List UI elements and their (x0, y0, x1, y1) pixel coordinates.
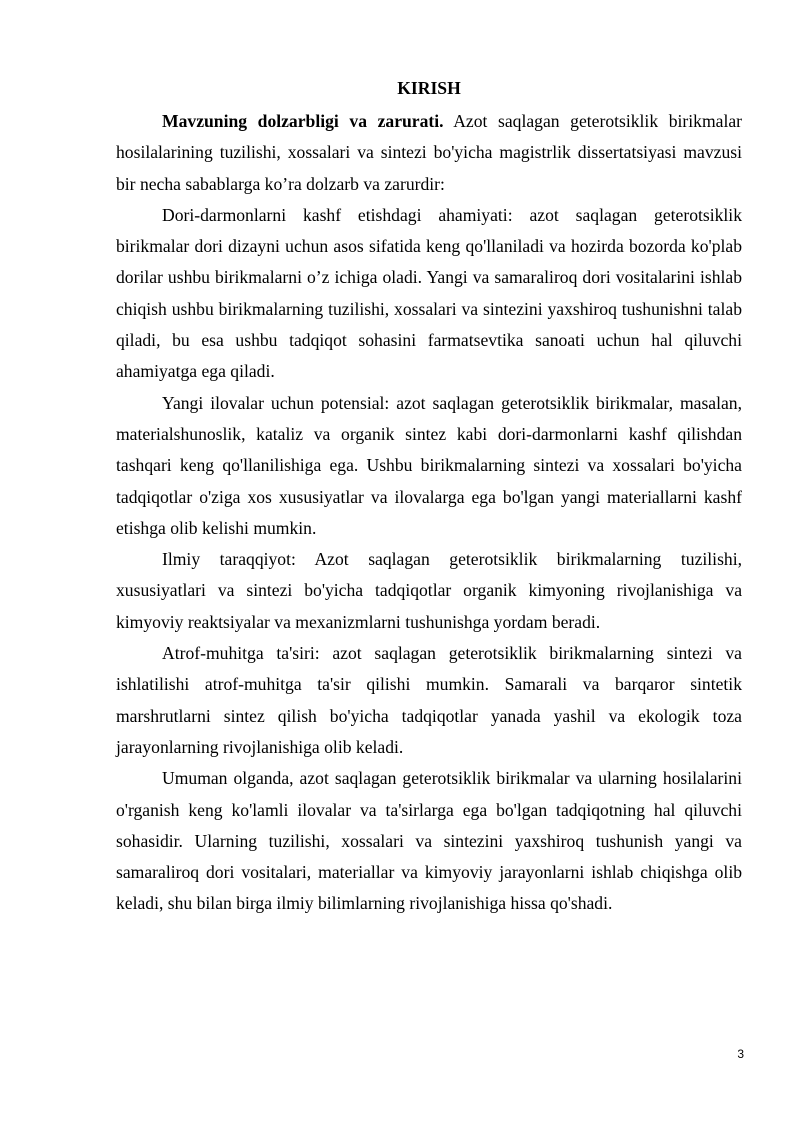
paragraph-relevance (116, 106, 742, 200)
paragraph-text: Atrof-muhitga ta'siri: azot saqlagan geterotsiklik birikmalarning sintezi va ishlatilishi atrof-muhitga ta'sir qilishi mumkin. Samarali va barqaror sintetik marshrutlarni sintez qilish bo'yicha tadqiqotlar yanada yashil va ekologik toza jarayonlarning rivojlanishiga olib keladi. (116, 643, 742, 757)
paragraph-text: Umuman olganda, azot saqlagan geterotsiklik birikmalar va ularning hosilalarini o'rganish keng ko'lamli ilovalar va ta'sirlarga ega bo'lgan tadqiqotning hal qiluvchi sohasidir. Ularning tuzilishi, xossalari va sintezini yaxshiroq tushunish yangi va samaraliroq dori vositalari, materiallar va kimyoviy jarayonlarni ishlab chiqishga olib keladi, shu bilan birga ilmiy bilimlarning rivojlanishiga hissa qo'shadi. (116, 768, 742, 914)
paragraph-text: Dori-darmonlarni kashf etishdagi ahamiyati: azot saqlagan geterotsiklik birikmalar dori dizayni uchun asos sifatida keng qo'llaniladi va hozirda bozorda ko'plab dorilar ushbu birikmalarni o’z ichiga oladi. Yangi va samaraliroq dori vositalarini ishlab chiqish ushbu birikmalarning tuzilishi, xossalari va sintezini yaxshiroq tushunishni talab qiladi, bu esa ushbu tadqiqot sohasini farmatsevtika sanoati uchun hal qiluvchi ahamiyatga ega qiladi. (116, 204, 742, 382)
paragraph-text: Yangi ilovalar uchun potensial: azot saqlagan geterotsiklik birikmalar, masalan, materialshunoslik, kataliz va organik sintez kabi dori-darmonlarni kashf qilishdan tashqari keng qo'llanilishiga ega. Ushbu birikmalarning sintezi va xossalari bo'yicha tadqiqotlar o'ziga xos xususiyatlar va ilovalarga ega bo'lgan yangi materiallarni kashf etishga olib kelishi mumkin. (116, 392, 742, 538)
page-number: 3 (737, 1047, 744, 1061)
paragraph-new-applications (116, 388, 742, 544)
section-heading: KIRISH (397, 78, 461, 98)
paragraph-drug-discovery (116, 200, 742, 388)
paragraph-summary (116, 763, 742, 919)
paragraph-environmental-impact (116, 638, 742, 763)
paragraph-text: Azot saqlagan geterotsiklik birikmalar hosilalarining tuzilishi, xossalari va sintezi bo'yicha magistrlik dissertatsiyasi mavzusi bir necha sabablarga ko’ra dolzarb va zarurdir: (116, 111, 743, 194)
paragraph-text: Ilmiy taraqqiyot: Azot saqlagan geterotsiklik birikmalarning tuzilishi, xususiyatlari va sintezi bo'yicha tadqiqotlar organik kimyoning rivojlanishiga va kimyoviy reaktsiyalar va mexanizmlarni tushunishga yordam beradi. (116, 549, 742, 632)
paragraph-lead: Mavzuning dolzarbligi va zarurati. (162, 111, 444, 131)
document-page (116, 76, 742, 920)
paragraph-scientific-progress (116, 544, 742, 638)
